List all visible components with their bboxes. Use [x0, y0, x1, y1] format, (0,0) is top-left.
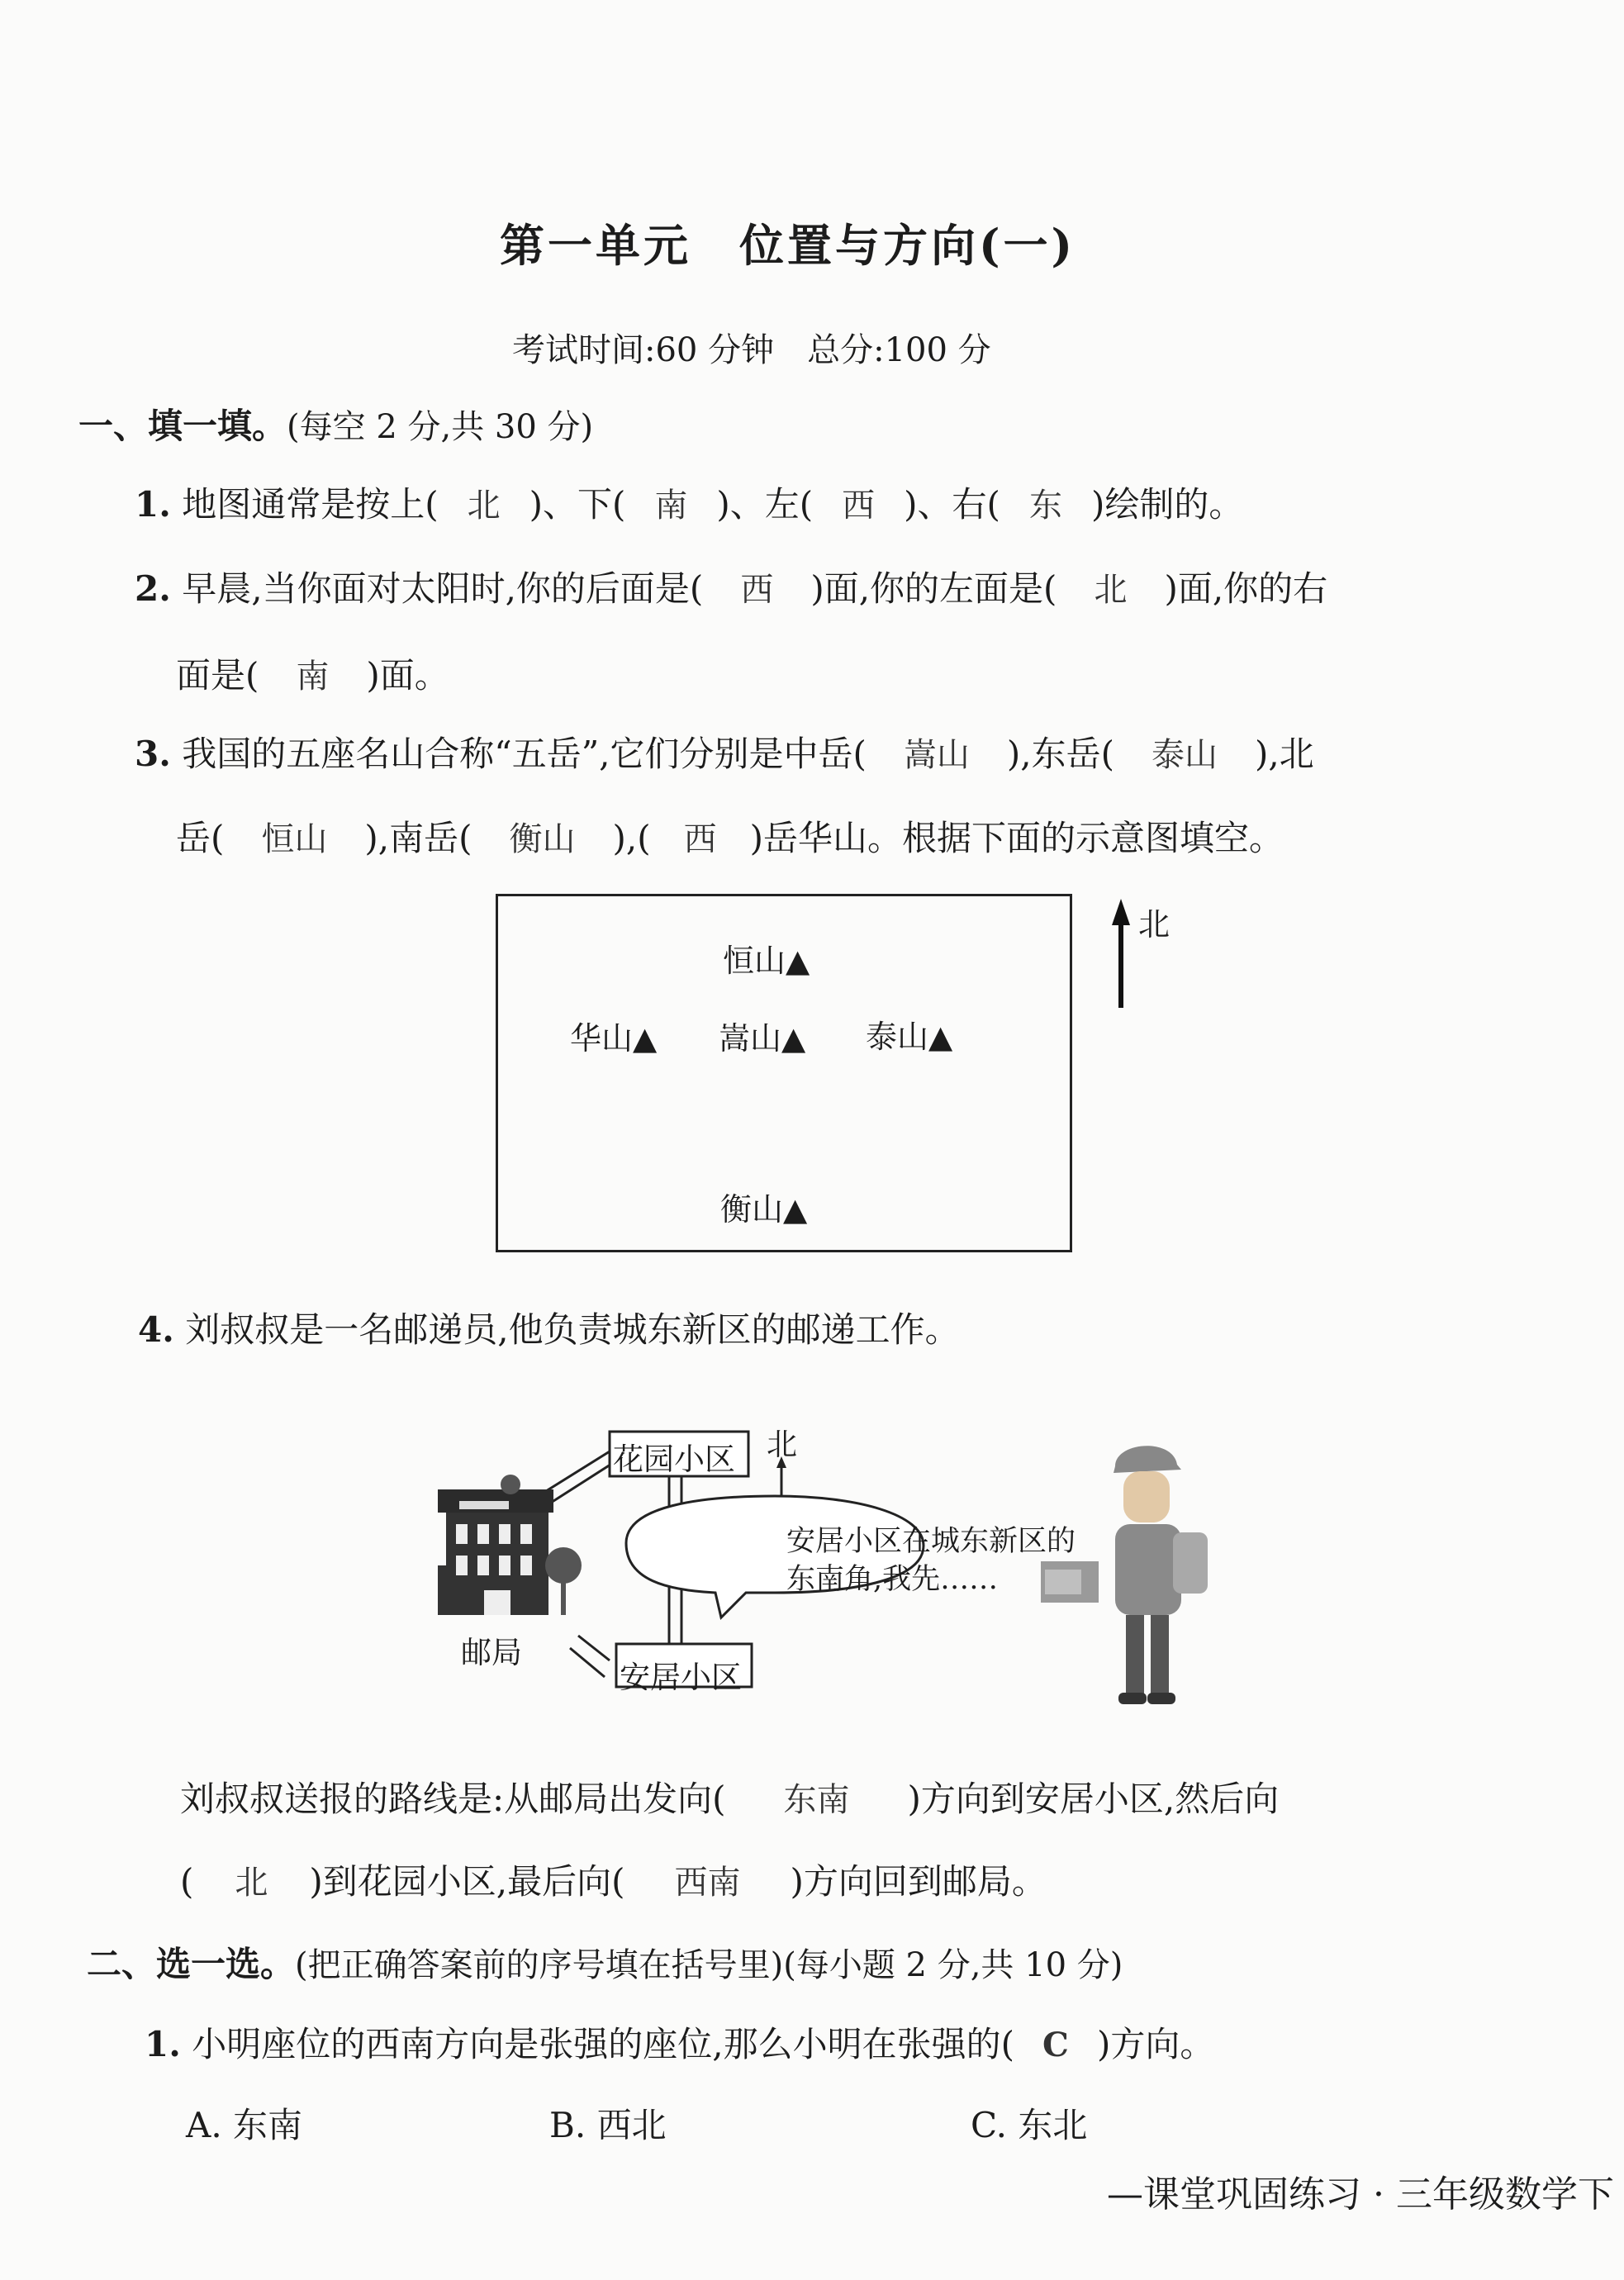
- answer: 南: [654, 487, 688, 525]
- section2-title: 二、选一选。: [87, 1944, 296, 1984]
- q-text: )、左(: [716, 484, 814, 525]
- north-arrow-icon: [1109, 899, 1133, 1008]
- option-c: C. 东北: [971, 2105, 1088, 2145]
- page-title: 第一单元 位置与方向(一): [500, 219, 1076, 272]
- q-number: 4.: [138, 1309, 174, 1350]
- speech-text-line-2: 东南角,我先……: [786, 1563, 999, 1596]
- answer: 恒山: [261, 820, 328, 858]
- north-label: 北: [1138, 906, 1171, 943]
- section2-heading: [87, 1937, 1123, 1987]
- q-text: )方向。: [1096, 2024, 1215, 2064]
- q-text: 地图通常是按上(: [182, 484, 439, 525]
- question-1-2-cont: [176, 648, 449, 698]
- mountain-hengshan-south: 衡山▲: [720, 1191, 808, 1228]
- anju-community-label: 安居小区: [620, 1660, 742, 1695]
- q-text: )面。: [366, 655, 449, 696]
- q-text: ),北: [1255, 734, 1314, 774]
- q-number: 1.: [135, 484, 171, 525]
- q-text: 小明座位的西南方向是张强的座位,那么小明在张强的(: [192, 2024, 1014, 2064]
- question-1-4: [138, 1303, 960, 1352]
- q-text: )面,你的左面是(: [810, 568, 1057, 609]
- exam-info: 考试时间:60 分钟 总分:100 分: [512, 331, 991, 369]
- post-office-label: 邮局: [461, 1635, 522, 1670]
- section1-heading: [78, 399, 593, 449]
- answer: 西: [740, 571, 774, 609]
- question-1-4-route-cont: [180, 1855, 1047, 1904]
- q-text: 早晨,当你面对太阳时,你的后面是(: [182, 568, 704, 609]
- answer: 泰山: [1152, 736, 1218, 774]
- question-1-3: [135, 727, 1314, 777]
- answer: 北: [467, 487, 501, 525]
- answer: 衡山: [509, 820, 576, 858]
- answer: C: [1042, 2026, 1069, 2064]
- question-1-3-cont: [176, 811, 1284, 861]
- q-text: )岳华山。根据下面的示意图填空。: [749, 818, 1284, 858]
- section1-note: (每空 2 分,共 30 分): [287, 408, 594, 446]
- answer: 北: [235, 1864, 268, 1902]
- q-text: ),东岳(: [1006, 734, 1115, 774]
- q-text: 刘叔叔送报的路线是:从邮局出发向(: [180, 1779, 726, 1819]
- mountain-hengshan-north: 恒山▲: [723, 943, 810, 979]
- answer: 西: [842, 487, 876, 525]
- q-text: 岳(: [176, 818, 225, 858]
- q-text: )、下(: [529, 484, 626, 525]
- q-text: (: [180, 1861, 194, 1902]
- mountain-songshan: 嵩山▲: [719, 1020, 806, 1057]
- q-text: 我国的五座名山合称“五岳”,它们分别是中岳(: [182, 734, 867, 774]
- q-text: 面是(: [176, 655, 259, 696]
- mountain-taishan: 泰山▲: [866, 1019, 953, 1055]
- question-1-1: [135, 477, 1243, 527]
- answer: 东南: [783, 1781, 850, 1819]
- question-1-4-route: [180, 1772, 1279, 1822]
- option-a: A. 东南: [186, 2105, 303, 2145]
- q-text: )到花园小区,最后向(: [309, 1861, 625, 1902]
- section2-note: (把正确答案前的序号填在括号里)(每小题 2 分,共 10 分): [295, 1946, 1123, 1984]
- q-text: ),南岳(: [364, 818, 472, 858]
- option-b: B. 西北: [549, 2105, 667, 2145]
- answer: 东: [1028, 487, 1062, 525]
- answer: 南: [296, 658, 330, 696]
- answer: 嵩山: [903, 736, 970, 774]
- q-number: 3.: [135, 734, 171, 774]
- q-text: )方向回到邮局。: [790, 1861, 1047, 1902]
- speech-text-line-1: 安居小区在城东新区的: [786, 1525, 1076, 1558]
- q-text: )方向到安居小区,然后向: [907, 1779, 1280, 1819]
- answer: 北: [1094, 571, 1128, 609]
- mountain-huashan: 华山▲: [570, 1020, 658, 1057]
- garden-community-label: 花园小区: [613, 1442, 735, 1477]
- q-text: )面,你的右: [1164, 568, 1328, 609]
- question-1-2: [135, 562, 1327, 611]
- page-footer: —课堂巩固练习 · 三年级数学下: [1107, 2173, 1614, 2216]
- q-number: 1.: [145, 2024, 181, 2064]
- q-number: 2.: [135, 568, 171, 609]
- q-text: ),(: [612, 818, 651, 858]
- answer: 西南: [674, 1864, 741, 1902]
- mailman-icon: [1041, 1446, 1208, 1704]
- answer: 西: [683, 820, 717, 858]
- section1-title: 一、填一填。: [78, 406, 287, 446]
- diagram-north-label: 北: [767, 1427, 797, 1462]
- q-text: )、右(: [904, 484, 1000, 525]
- q-text: )绘制的。: [1090, 484, 1244, 525]
- q-text: 刘叔叔是一名邮递员,他负责城东新区的邮递工作。: [185, 1309, 960, 1350]
- question-2-1: [145, 2017, 1214, 2067]
